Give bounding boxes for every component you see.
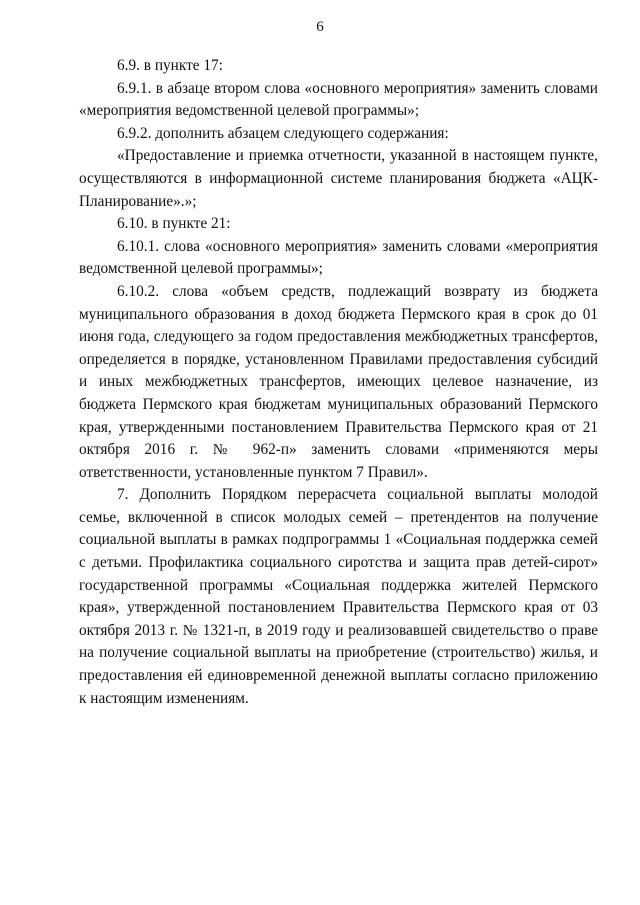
paragraph-6-10-1: 6.10.1. слова «основного мероприятия» заменить словами «мероприятия ведомственной целевой программы»;	[79, 237, 598, 278]
paragraph-6-10-2: 6.10.2. слова «объем средств, подлежащий возврату из бюджета муниципального образования в доход бюджета Пермского края в срок до 01 июня года, следующего за годом предоставления межбюджетных трансфертов, определяется в порядке, установленном Правилами предоставления субсидий и иных межбюджетных трансфертов, имеющих целевое назначение, из бюджета Пермского края бюджетам муниципальных образований Пермского края, утвержденными постановлением Правительства Пермского края от 21 октября 2016 г. № 962-п» заменить словами «применяются меры ответственности, установленные пунктом 7 Правил».	[79, 282, 598, 481]
paragraph-6-10: 6.10. в пункте 21:	[117, 215, 231, 233]
paragraph-6-9-2: 6.9.2. дополнить абзацем следующего содержания:	[117, 124, 449, 142]
page-number: 6	[316, 19, 324, 35]
paragraph-6-9-1: 6.9.1. в абзаце втором слова «основного мероприятия» заменить словами «мероприятия ведомственной целевой программы»;	[79, 79, 598, 120]
paragraph-7: 7. Дополнить Порядком перерасчета социальной выплаты молодой семье, включенной в список молодых семей – претендентов на получение социальной выплаты в рамках подпрограммы 1 «Социальная поддержка семей с детьми. Профилактика социального сиротства и защита прав детей-сирот» государственной программы «Социальная поддержка жителей Пермского края», утвержденной постановлением Правительства Пермского края от 03 октября 2013 г. № 1321-п, в 2019 году и реализовавшей свидетельство о праве на получение социальной выплаты на приобретение (строительство) жилья, и предоставления ей единовременной денежной выплаты согласно приложению к настоящим изменениям.	[79, 486, 598, 707]
paragraph-6-9: 6.9. в пункте 17:	[117, 57, 223, 74]
paragraph-quoted-addition: «Предоставление и приемка отчетности, указанной в настоящем пункте, осуществляются в информационной системе планирования бюджета «АЦК-Планирование».»;	[79, 147, 598, 210]
document-body	[79, 55, 598, 710]
